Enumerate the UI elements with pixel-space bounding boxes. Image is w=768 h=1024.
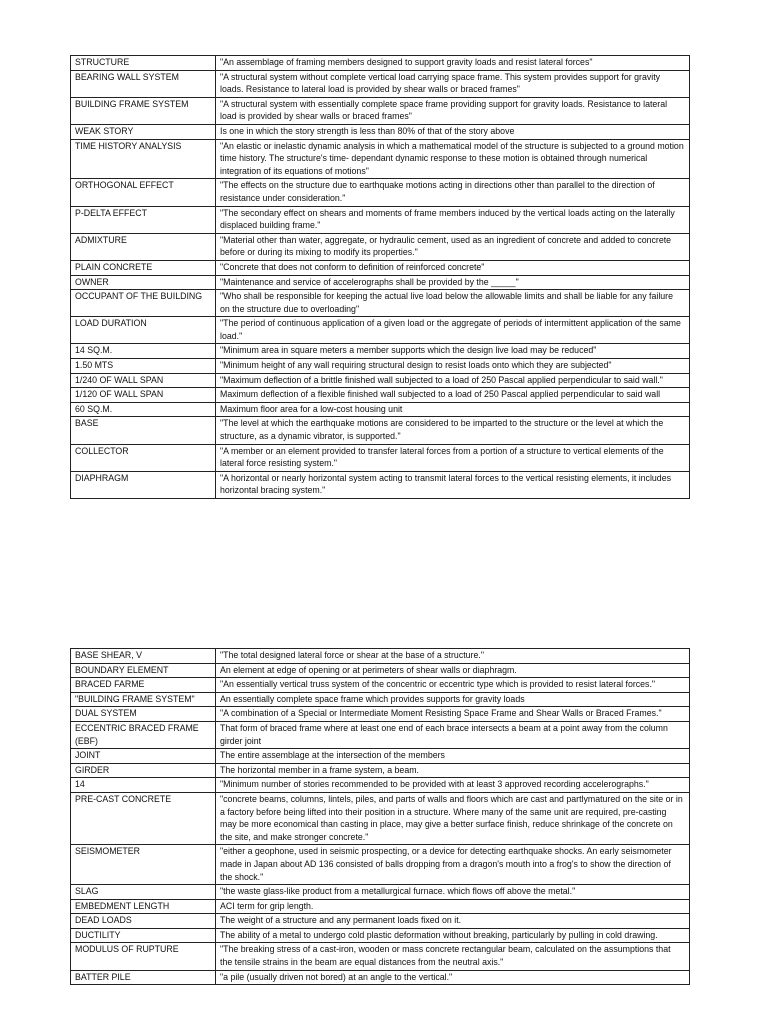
definition-cell: The horizontal member in a frame system, a beam. [216, 763, 690, 778]
definition-cell: That form of braced frame where at least one end of each brace intersects a beam at a point away from the column girder joint [216, 721, 690, 748]
term-cell: JOINT [71, 749, 216, 764]
term-cell: BEARING WALL SYSTEM [71, 70, 216, 97]
term-cell: DEAD LOADS [71, 914, 216, 929]
term-cell: PLAIN CONCRETE [71, 260, 216, 275]
definition-cell: Maximum deflection of a flexible finished wall subjected to a load of 250 Pascal applied perpendicular to said wall [216, 388, 690, 403]
definition-cell: "An essentially vertical truss system of the concentric or eccentric type which is provided to resist lateral forces." [216, 678, 690, 693]
table-row [71, 649, 690, 664]
definition-cell: The entire assemblage at the intersection of the members [216, 749, 690, 764]
definition-cell: "A combination of a Special or Intermediate Moment Resisting Space Frame and Shear Walls or Braced Frames." [216, 707, 690, 722]
glossary-table-1 [70, 55, 690, 499]
table-row [71, 721, 690, 748]
term-cell: 14 SQ.M. [71, 344, 216, 359]
definition-cell: The weight of a structure and any permanent loads fixed on it. [216, 914, 690, 929]
definition-cell: "Minimum height of any wall requiring structural design to resist loads onto which they are subjected" [216, 359, 690, 374]
table-row [71, 290, 690, 317]
table-row [71, 97, 690, 124]
definition-cell: "A member or an element provided to transfer lateral forces from a portion of a structure to vertical elements of the lateral force resisting system." [216, 444, 690, 471]
term-cell: DUCTILITY [71, 928, 216, 943]
table-row [71, 139, 690, 179]
definition-cell: "An assemblage of framing members designed to support gravity loads and resist lateral forces" [216, 56, 690, 71]
definition-cell: "The level at which the earthquake motions are considered to be imparted to the structure or the level at which the structure, as a dynamic vibrator, is supported." [216, 417, 690, 444]
table-row [71, 678, 690, 693]
table-row [71, 56, 690, 71]
table-row [71, 471, 690, 498]
table-row [71, 70, 690, 97]
definition-cell: An element at edge of opening or at perimeters of shear walls or diaphragm. [216, 663, 690, 678]
term-cell: EMBEDMENT LENGTH [71, 899, 216, 914]
table-row [71, 792, 690, 844]
definition-cell: Maximum floor area for a low-cost housing unit [216, 402, 690, 417]
table-row [71, 317, 690, 344]
table-row [71, 928, 690, 943]
definition-cell: "either a geophone, used in seismic prospecting, or a device for detecting earthquake shocks. An early seismometer made in Japan about AD 136 consisted of balls dropping from a dragon's mouth into a frog's to show the direction of the shock." [216, 845, 690, 885]
definition-cell: "Minimum area in square meters a member supports which the design live load may be reduced" [216, 344, 690, 359]
definition-cell: "Minimum number of stories recommended to be provided with at least 3 approved recording accelerographs." [216, 778, 690, 793]
table-row [71, 359, 690, 374]
term-cell: ADMIXTURE [71, 233, 216, 260]
table-row [71, 402, 690, 417]
term-cell: BRACED FARME [71, 678, 216, 693]
glossary-table-2 [70, 648, 690, 985]
term-cell: 1.50 MTS [71, 359, 216, 374]
table-row [71, 388, 690, 403]
table-row [71, 179, 690, 206]
definition-cell: "Maximum deflection of a brittle finished wall subjected to a load of 250 Pascal applied perpendicular to said wall." [216, 373, 690, 388]
definition-cell: "Material other than water, aggregate, or hydraulic cement, used as an ingredient of concrete and added to concrete before or during its mixing to modify its properties." [216, 233, 690, 260]
definition-cell: "Maintenance and service of accelerographs shall be provided by the _____" [216, 275, 690, 290]
term-cell: 1/120 OF WALL SPAN [71, 388, 216, 403]
term-cell: ECCENTRIC BRACED FRAME (EBF) [71, 721, 216, 748]
term-cell: BASE [71, 417, 216, 444]
table-row [71, 444, 690, 471]
table-row [71, 749, 690, 764]
table-row [71, 124, 690, 139]
definition-cell: "The period of continuous application of a given load or the aggregate of periods of intermittent application of the same load." [216, 317, 690, 344]
term-cell: WEAK STORY [71, 124, 216, 139]
definition-cell: "A horizontal or nearly horizontal system acting to transmit lateral forces to the vertical resisting elements, it includes horizontal bracing system." [216, 471, 690, 498]
table-row [71, 899, 690, 914]
term-cell: ORTHOGONAL EFFECT [71, 179, 216, 206]
table-row [71, 417, 690, 444]
term-cell: "BUILDING FRAME SYSTEM" [71, 692, 216, 707]
term-cell: BUILDING FRAME SYSTEM [71, 97, 216, 124]
definition-cell: "a pile (usually driven not bored) at an angle to the vertical." [216, 970, 690, 985]
term-cell: COLLECTOR [71, 444, 216, 471]
term-cell: 1/240 OF WALL SPAN [71, 373, 216, 388]
definition-cell: "The breaking stress of a cast-iron, wooden or mass concrete rectangular beam, calculated on the assumptions that the tensile strains in the beam are equal distances from the neutral axis." [216, 943, 690, 970]
table-row [71, 845, 690, 885]
term-cell: STRUCTURE [71, 56, 216, 71]
table-row [71, 943, 690, 970]
term-cell: OWNER [71, 275, 216, 290]
term-cell: OCCUPANT OF THE BUILDING [71, 290, 216, 317]
table-row [71, 885, 690, 900]
glossary-table-1-body [71, 56, 690, 499]
definition-cell: "The total designed lateral force or shear at the base of a structure." [216, 649, 690, 664]
term-cell: BATTER PILE [71, 970, 216, 985]
table-row [71, 233, 690, 260]
table-row [71, 707, 690, 722]
term-cell: 60 SQ.M. [71, 402, 216, 417]
definition-cell: "A structural system without complete vertical load carrying space frame. This system provides support for gravity loads. Resistance to lateral load is provided by shear walls or braced frames" [216, 70, 690, 97]
definition-cell: "The effects on the structure due to earthquake motions acting in directions other than parallel to the direction of resistance under consideration." [216, 179, 690, 206]
definition-cell: "concrete beams, columns, lintels, piles, and parts of walls and floors which are cast and partlymatured on the site or in a factory before being lifted into their position in a structure. Where many of the same unit are required, pre-casting may be more economical than casting in place, may give a better surface finish, reduce shrinkage of the concrete on the site, and make stronger concrete." [216, 792, 690, 844]
table-row [71, 206, 690, 233]
definition-cell: "An elastic or inelastic dynamic analysis in which a mathematical model of the structure is subjected to a ground motion time history. The structure's time- dependant dynamic response to these motion is obtained through numerical integration of its equations of motions" [216, 139, 690, 179]
term-cell: BASE SHEAR, V [71, 649, 216, 664]
definition-cell: ACI term for grip length. [216, 899, 690, 914]
table-row [71, 344, 690, 359]
definition-cell: The ability of a metal to undergo cold plastic deformation without breaking, particularly by pulling in cold drawing. [216, 928, 690, 943]
term-cell: SLAG [71, 885, 216, 900]
term-cell: BOUNDARY ELEMENT [71, 663, 216, 678]
table-row [71, 778, 690, 793]
term-cell: LOAD DURATION [71, 317, 216, 344]
term-cell: 14 [71, 778, 216, 793]
term-cell: DIAPHRAGM [71, 471, 216, 498]
definition-cell: "the waste glass-like product from a metallurgical furnace. which flows off above the metal." [216, 885, 690, 900]
term-cell: GIRDER [71, 763, 216, 778]
table-row [71, 914, 690, 929]
table-row [71, 663, 690, 678]
definition-cell: "Who shall be responsible for keeping the actual live load below the allowable limits and shall be liable for any failure on the structure due to overloading" [216, 290, 690, 317]
term-cell: TIME HISTORY ANALYSIS [71, 139, 216, 179]
definition-cell: Is one in which the story strength is less than 80% of that of the story above [216, 124, 690, 139]
definition-cell: "The secondary effect on shears and moments of frame members induced by the vertical loads acting on the laterally displaced building frame." [216, 206, 690, 233]
term-cell: SEISMOMETER [71, 845, 216, 885]
definition-cell: An essentially complete space frame which provides supports for gravity loads [216, 692, 690, 707]
table-row [71, 970, 690, 985]
term-cell: P-DELTA EFFECT [71, 206, 216, 233]
definition-cell: "Concrete that does not conform to definition of reinforced concrete" [216, 260, 690, 275]
table-row [71, 275, 690, 290]
table-row [71, 692, 690, 707]
table-row [71, 260, 690, 275]
term-cell: MODULUS OF RUPTURE [71, 943, 216, 970]
table-row [71, 373, 690, 388]
table-row [71, 763, 690, 778]
term-cell: PRE-CAST CONCRETE [71, 792, 216, 844]
definition-cell: "A structural system with essentially complete space frame providing support for gravity loads. Resistance to lateral load is provided by shear walls or braced frames" [216, 97, 690, 124]
term-cell: DUAL SYSTEM [71, 707, 216, 722]
glossary-table-2-body [71, 649, 690, 985]
